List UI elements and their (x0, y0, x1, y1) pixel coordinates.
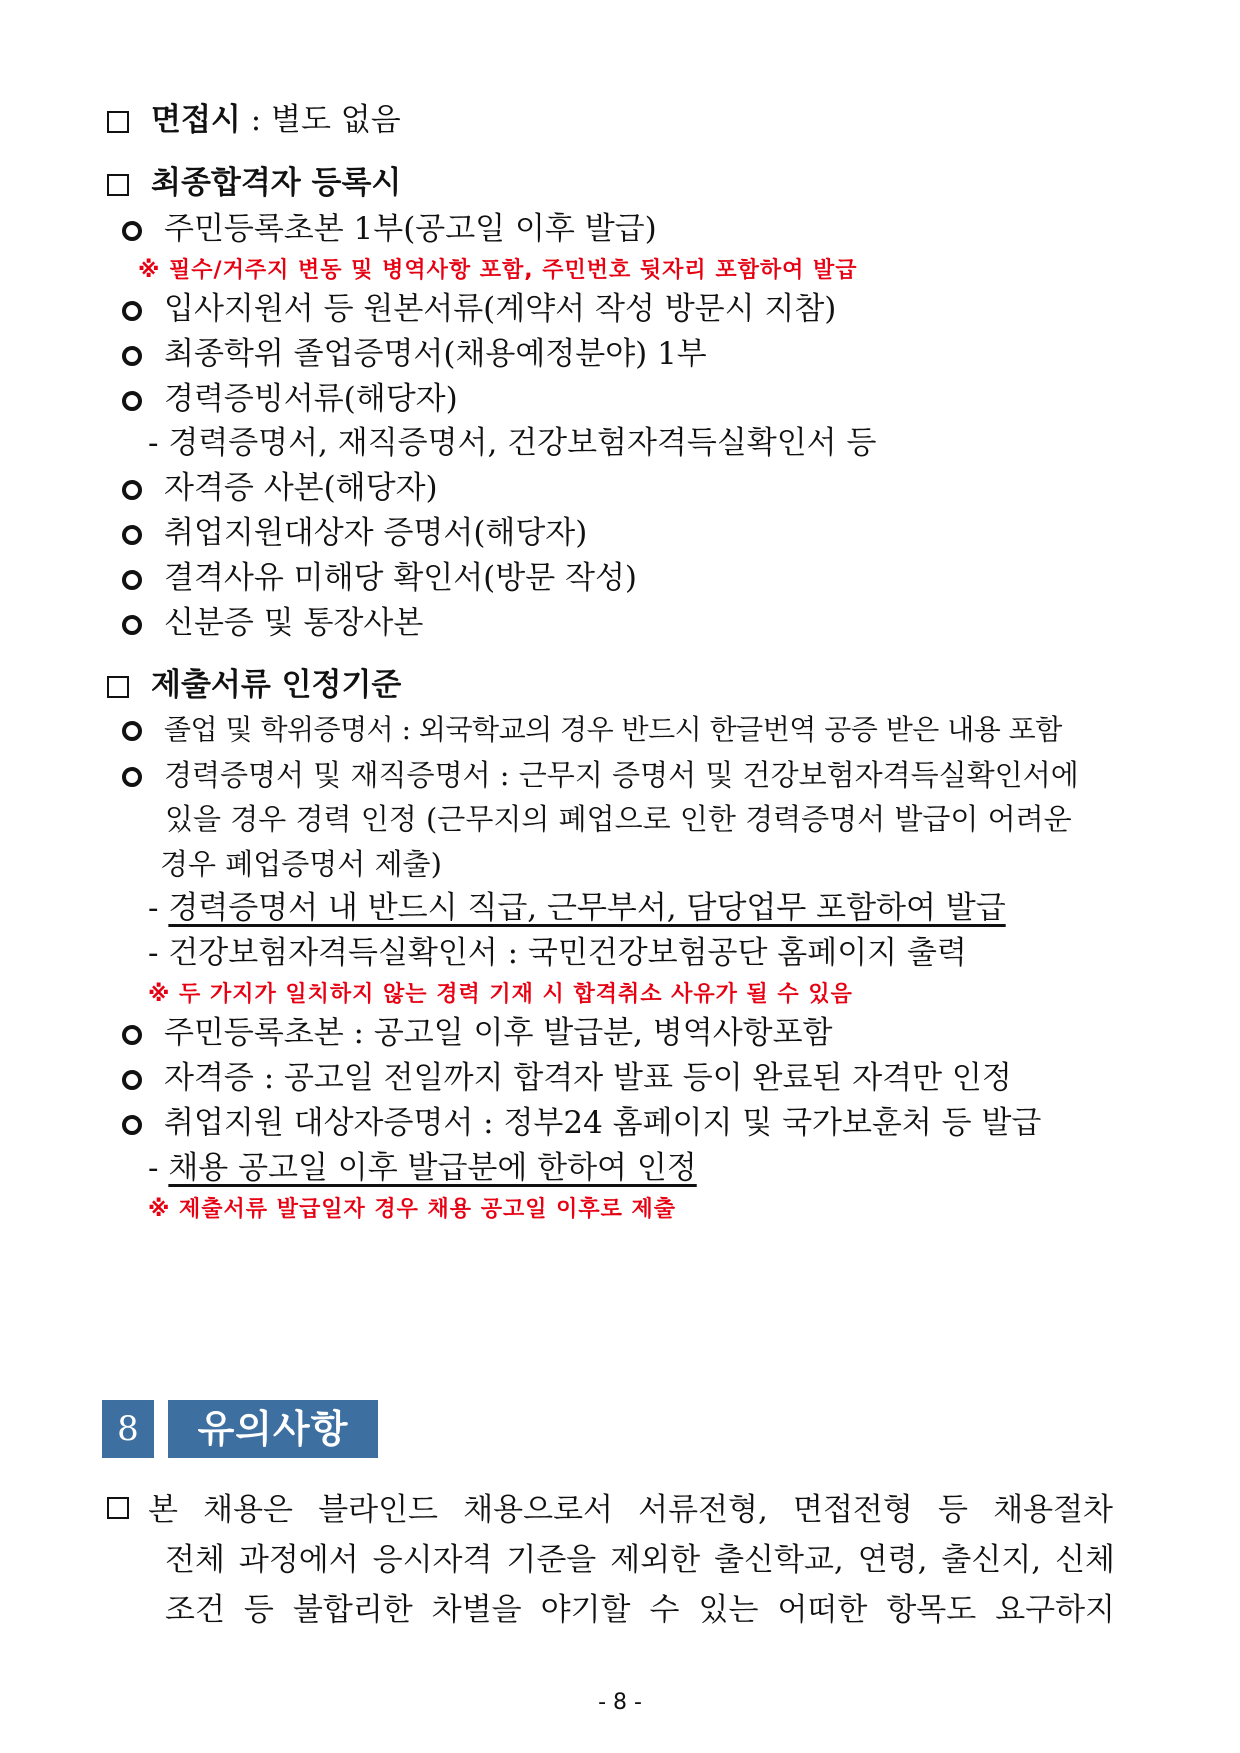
paragraph-line: 본 채용은 블라인드 채용으로서 서류전형, 면접전형 등 채용절차 (148, 1492, 1113, 1528)
bullet-circle-icon (122, 721, 142, 741)
list-item: 신분증 및 통장사본 (122, 603, 423, 643)
red-note: ※ 필수/거주지 변동 및 병역사항 포함, 주민번호 뒷자리 포함하여 발급 (138, 258, 858, 283)
list-item: 취업지원대상자 증명서(해당자) (122, 513, 587, 553)
list-item: 최종학위 졸업증명서(채용예정분야) 1부 (122, 334, 707, 374)
sub-item: - 채용 공고일 이후 발급분에 한하여 인정 (148, 1150, 697, 1186)
red-note: ※ 두 가지가 일치하지 않는 경력 기재 시 합격취소 사유가 될 수 있음 (148, 982, 853, 1007)
list-item: 경력증명서 및 재직증명서 : 근무지 증명서 및 건강보험자격득실확인서에 (122, 755, 1079, 795)
checkbox-square-icon (107, 111, 129, 133)
sub-item: - 경력증명서, 재직증명서, 건강보험자격득실확인서 등 (148, 425, 877, 461)
bullet-circle-icon (122, 767, 142, 787)
interview-heading: 면접시 : 별도 없음 (107, 100, 401, 140)
sub-item: - 건강보험자격득실확인서 : 국민건강보험공단 홈페이지 출력 (148, 935, 967, 971)
checkbox-square-icon (107, 676, 129, 698)
criteria-heading: 제출서류 인정기준 (107, 665, 401, 705)
bullet-circle-icon (122, 391, 142, 411)
section-number: 8 (102, 1400, 154, 1458)
final-heading: 최종합격자 등록시 (107, 163, 401, 203)
section-title: 유의사항 (168, 1400, 378, 1458)
list-item: 입사지원서 등 원본서류(계약서 작성 방문시 지참) (122, 289, 836, 329)
list-item: 졸업 및 학위증명서 : 외국학교의 경우 반드시 한글번역 공증 받은 내용 포함 (122, 710, 1062, 750)
list-item: 취업지원 대상자증명서 : 정부24 홈페이지 및 국가보훈처 등 발급 (122, 1103, 1041, 1143)
bullet-circle-icon (122, 1070, 142, 1090)
list-item: 자격증 : 공고일 전일까지 합격자 발표 등이 완료된 자격만 인정 (122, 1058, 1012, 1098)
list-item: 경력증빙서류(해당자) (122, 379, 458, 419)
list-item: 주민등록초본 1부(공고일 이후 발급) (122, 209, 657, 249)
paragraph-line: 조건 등 불합리한 차별을 야기할 수 있는 어떠한 항목도 요구하지 (165, 1592, 1115, 1628)
red-note: ※ 제출서류 발급일자 경우 채용 공고일 이후로 제출 (148, 1197, 677, 1222)
bullet-circle-icon (122, 301, 142, 321)
bullet-circle-icon (122, 570, 142, 590)
bullet-circle-icon (122, 221, 142, 241)
bullet-circle-icon (122, 525, 142, 545)
list-item: 결격사유 미해당 확인서(방문 작성) (122, 558, 637, 598)
bullet-circle-icon (122, 1115, 142, 1135)
list-item-continuation: 있을 경우 경력 인정 (근무지의 폐업으로 인한 경력증명서 발급이 어려운 (165, 802, 1072, 836)
sub-item: - 경력증명서 내 반드시 직급, 근무부서, 담당업무 포함하여 발급 (148, 890, 1006, 926)
paragraph-line: 전체 과정에서 응시자격 기준을 제외한 출신학교, 연령, 출신지, 신체 (165, 1542, 1115, 1578)
page-number: - 8 - (598, 1690, 642, 1715)
bullet-circle-icon (122, 1025, 142, 1045)
bullet-circle-icon (122, 480, 142, 500)
list-item: 자격증 사본(해당자) (122, 468, 438, 508)
checkbox-square-icon (107, 174, 129, 196)
list-item: 주민등록초본 : 공고일 이후 발급분, 병역사항포함 (122, 1013, 833, 1053)
list-item-continuation: 경우 폐업증명서 제출) (160, 847, 442, 881)
bullet-circle-icon (122, 346, 142, 366)
bullet-circle-icon (122, 615, 142, 635)
checkbox-square-icon (107, 1497, 129, 1520)
